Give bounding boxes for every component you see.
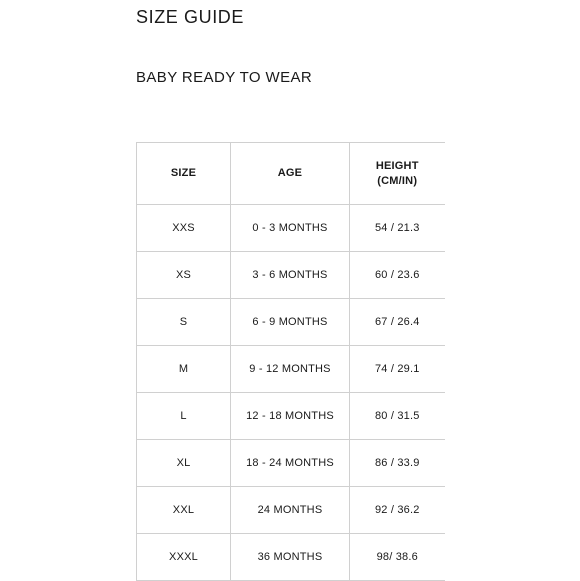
cell-height: 80 / 31.5 [350, 393, 445, 440]
cell-height: 74 / 29.1 [350, 346, 445, 393]
cell-height: 92 / 36.2 [350, 487, 445, 534]
table-row [137, 346, 445, 393]
table-row [137, 205, 445, 252]
cell-height: 98/ 38.6 [350, 534, 445, 581]
header-height-label: HEIGHT (CM/IN) [375, 159, 419, 187]
cell-height: 54 / 21.3 [350, 205, 445, 252]
header-row [137, 143, 445, 205]
cell-age: 12 - 18 MONTHS [231, 393, 350, 440]
table-row [137, 534, 445, 581]
size-guide-table [136, 142, 445, 581]
header-height [350, 143, 445, 205]
cell-size: XXXL [137, 534, 231, 581]
section-title: BABY READY TO WEAR [136, 69, 313, 86]
table-body [137, 205, 445, 581]
table-header [137, 143, 445, 205]
cell-age: 36 MONTHS [231, 534, 350, 581]
cell-age: 24 MONTHS [231, 487, 350, 534]
cell-size: L [137, 393, 231, 440]
cell-size: XXS [137, 205, 231, 252]
table-row [137, 252, 445, 299]
cell-height: 67 / 26.4 [350, 299, 445, 346]
table-row [137, 440, 445, 487]
cell-height: 86 / 33.9 [350, 440, 445, 487]
cell-age: 6 - 9 MONTHS [231, 299, 350, 346]
cell-age: 9 - 12 MONTHS [231, 346, 350, 393]
table-row [137, 299, 445, 346]
cell-size: S [137, 299, 231, 346]
cell-age: 18 - 24 MONTHS [231, 440, 350, 487]
cell-age: 3 - 6 MONTHS [231, 252, 350, 299]
page-title: SIZE GUIDE [136, 7, 245, 27]
cell-age: 0 - 3 MONTHS [231, 205, 350, 252]
cell-size: XXL [137, 487, 231, 534]
header-age: AGE [231, 143, 350, 205]
table-row [137, 393, 445, 440]
cell-size: XS [137, 252, 231, 299]
cell-size: M [137, 346, 231, 393]
header-size: SIZE [137, 143, 231, 205]
table-row [137, 487, 445, 534]
cell-size: XL [137, 440, 231, 487]
cell-height: 60 / 23.6 [350, 252, 445, 299]
